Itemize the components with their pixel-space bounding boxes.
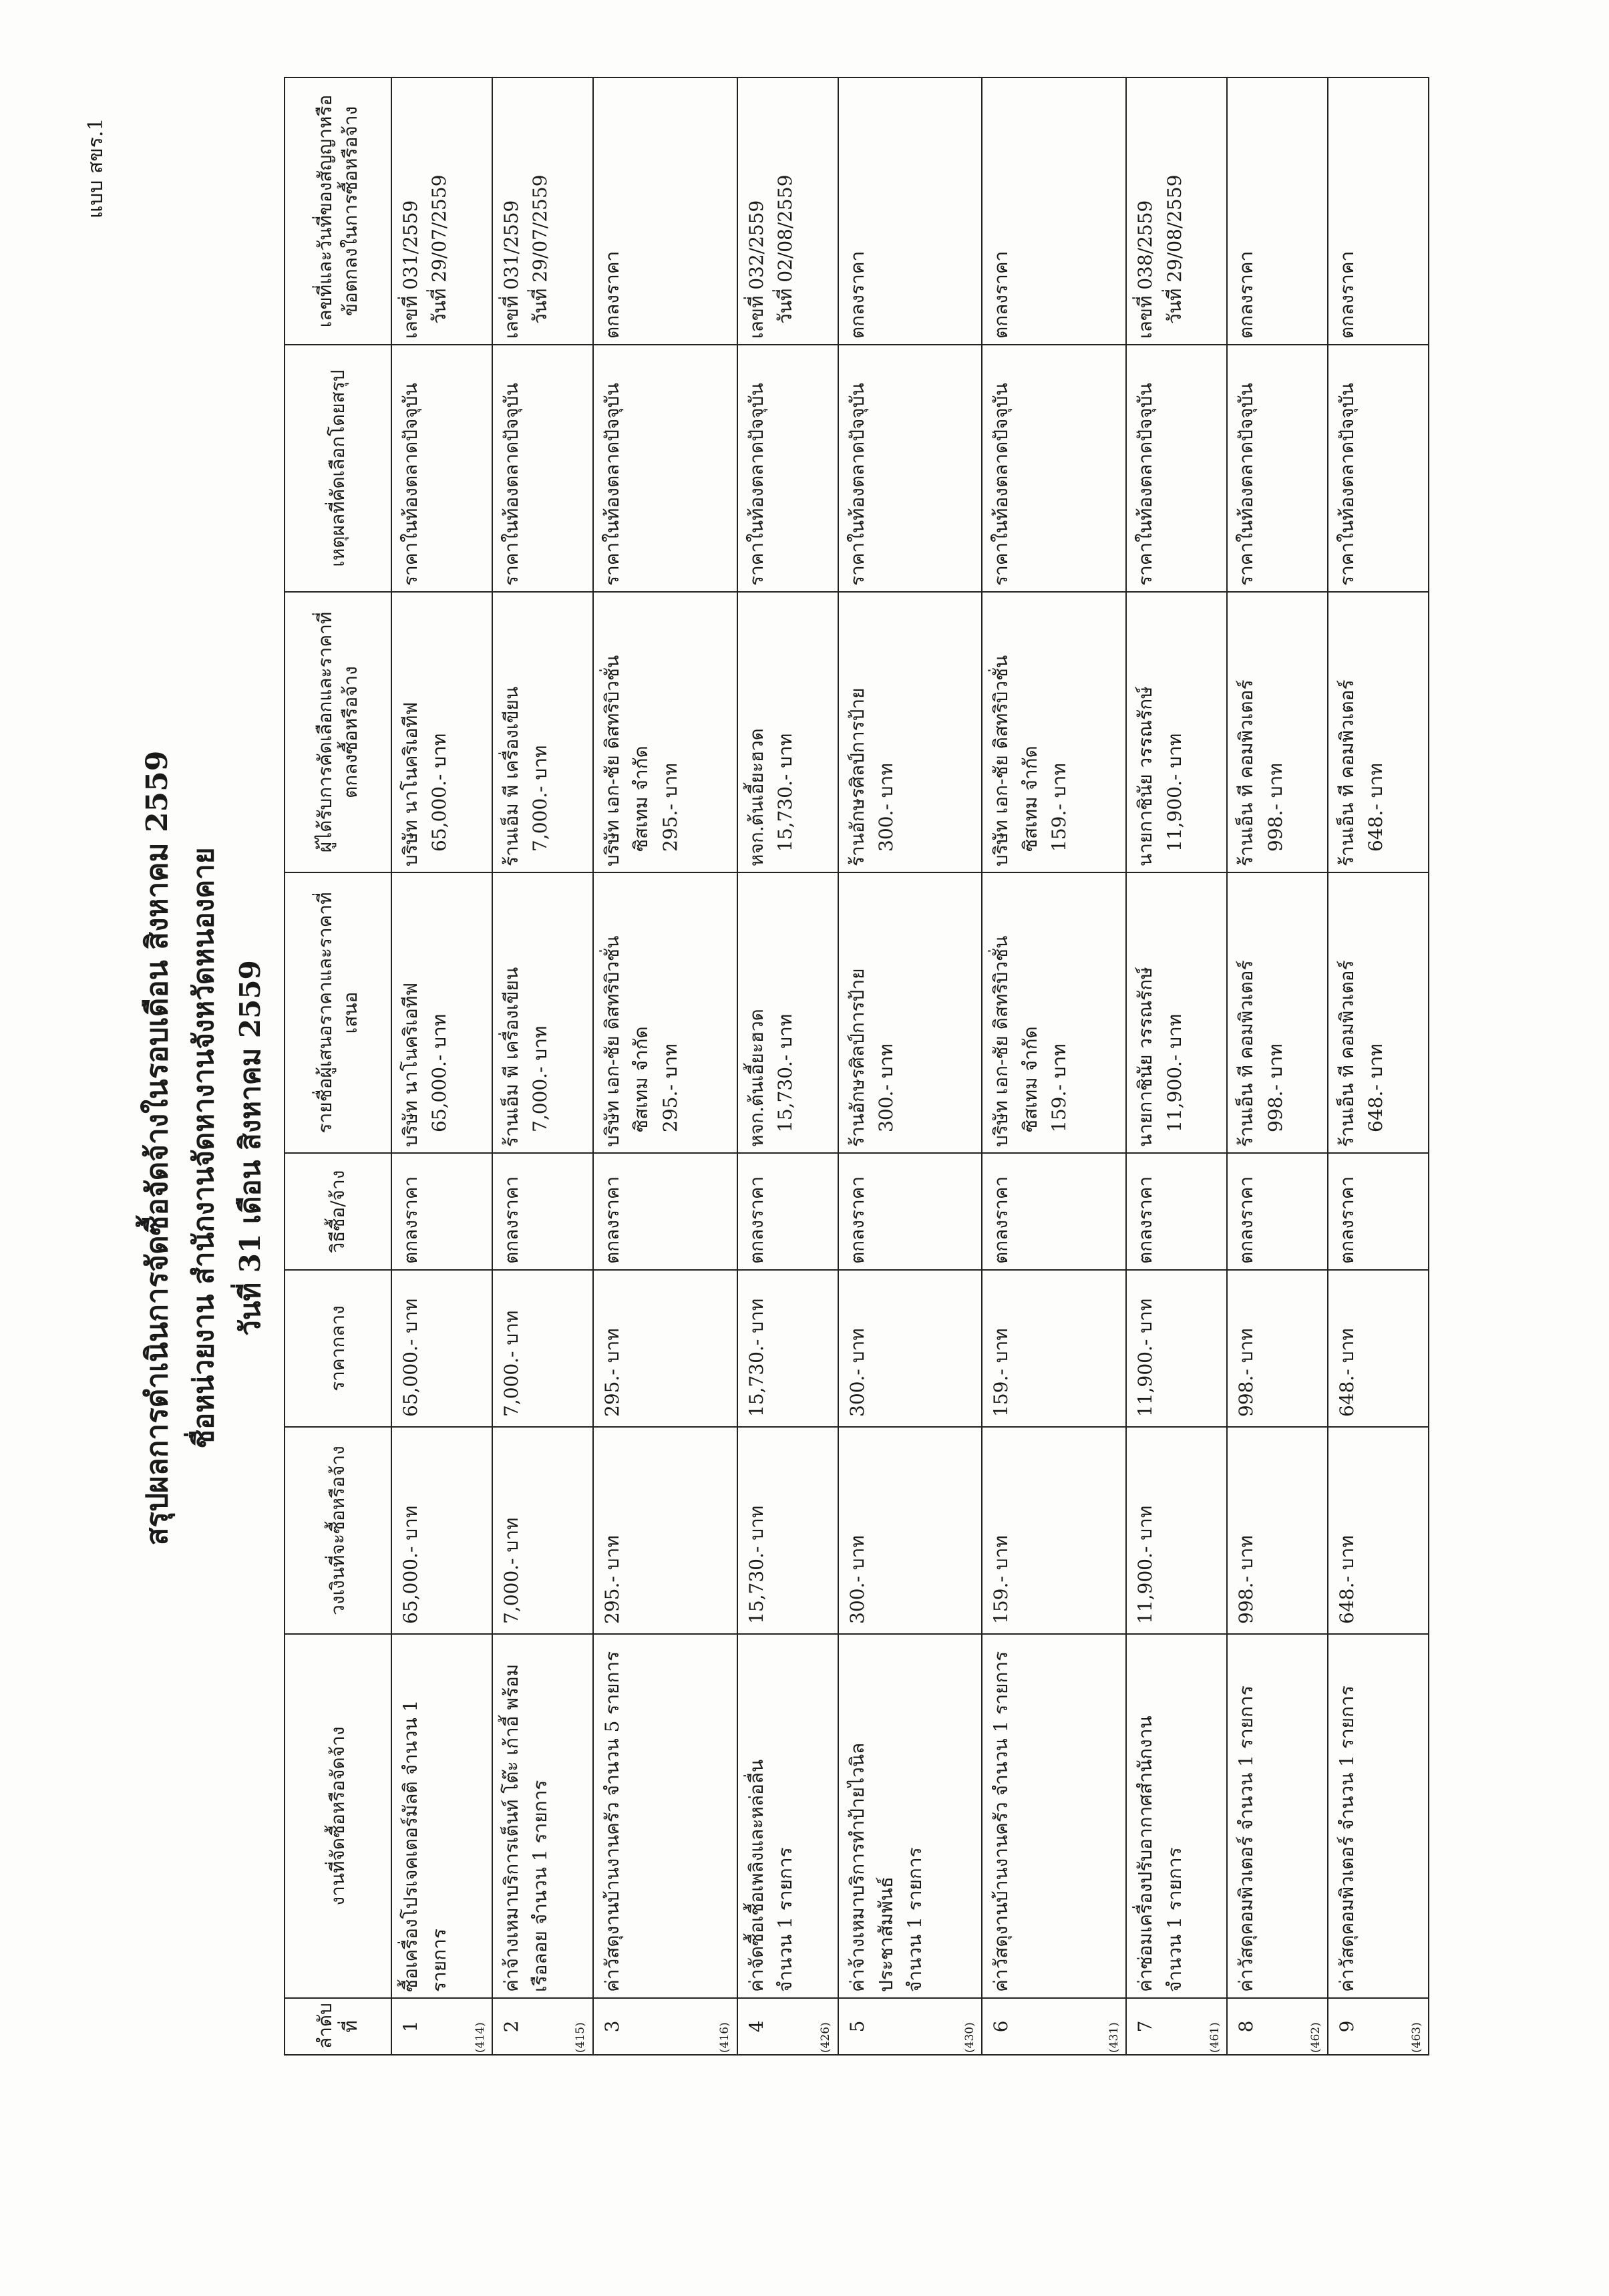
cell-contract: [1328, 77, 1429, 345]
agency-name: ชื่อหน่วยงาน สำนักงานจัดหางานจังหวัดหนองคาย: [187, 847, 220, 1449]
cell-method: [1126, 1153, 1227, 1270]
row-number: 4: [745, 2020, 767, 2033]
table-row: [1227, 77, 1328, 2055]
cell-budget: [737, 1427, 838, 1634]
cell-winner-line: ซิสเทม จำกัด: [1019, 746, 1041, 852]
cell-reason-text: ราคาในท้องตลาดปัจจุบัน: [399, 383, 421, 586]
cell-contract-line: ตกลงราคา: [846, 251, 868, 339]
cell-median-text: 11,900.- บาท: [1134, 1298, 1157, 1417]
cell-bidder-line: 998.- บาท: [1264, 1043, 1286, 1132]
header-bidders: รายชื่อผู้เสนอราคาและราคาที่เสนอ: [285, 872, 391, 1153]
cell-contract-line: เลขที่ 031/2559: [399, 200, 421, 339]
cell-budget: [1227, 1427, 1328, 1634]
cell-winner-line: บริษัท เอก-ชัย ดิสทริบิวชั่น: [600, 655, 623, 866]
cell-contract-line: ตกลงราคา: [1235, 251, 1258, 339]
cell-method-text: ตกลงราคา: [399, 1176, 421, 1264]
cell-reason: [593, 345, 737, 592]
cell-no: [593, 1998, 737, 2055]
table-row: [391, 77, 492, 2055]
cell-winner: [391, 592, 492, 872]
cell-no: [1227, 1998, 1328, 2055]
cell-reason-text: ราคาในท้องตลาดปัจจุบัน: [990, 383, 1013, 586]
cell-bidder: [1126, 872, 1227, 1153]
cell-method-text: ตกลงราคา: [990, 1176, 1013, 1264]
cell-winner-line: ร้านเอ็ม พี เครื่องเขียน: [500, 686, 522, 866]
cell-item: [982, 1634, 1126, 1998]
cell-winner-line: 7,000.- บาท: [529, 745, 552, 852]
cell-contract-line: เลขที่ 038/2559: [1134, 200, 1157, 339]
cell-method-text: ตกลงราคา: [1336, 1176, 1359, 1264]
cell-median: [391, 1270, 492, 1427]
cell-budget-text: 15,730.- บาท: [745, 1505, 767, 1624]
cell-item-line: ซื้อเครื่องโปรเจคเตอร์มัลติ จำนวน 1 รายการ: [399, 1699, 451, 1992]
cell-winner-line: บริษัท เอก-ชัย ดิสทริบิวชั่น: [990, 655, 1013, 866]
cell-reason: [1227, 345, 1328, 592]
cell-winner-line: ร้านเอ็น ที คอมพิวเตอร์: [1336, 679, 1359, 866]
cell-item-line: จำนวน 1 รายการ: [1163, 1847, 1186, 1992]
cell-bidder-line: บริษัท เอก-ชัย ดิสทริบิวชั่น: [990, 935, 1013, 1147]
cell-median-text: 998.- บาท: [1235, 1328, 1258, 1417]
row-reference: (415): [574, 2022, 588, 2053]
cell-winner-line: หจก.ต้นเอี้ยะฮวด: [745, 728, 767, 866]
cell-bidder: [593, 872, 737, 1153]
row-reference: (414): [473, 2022, 487, 2053]
cell-winner-line: ร้านอักษรศิลป์การป้าย: [846, 687, 868, 866]
cell-contract-line: วันที่ 02/08/2559: [774, 174, 797, 324]
row-number: 8: [1235, 2020, 1258, 2033]
table-row: [593, 77, 737, 2055]
cell-no: [492, 1998, 593, 2055]
cell-budget-text: 998.- บาท: [1235, 1535, 1258, 1624]
cell-reason: [492, 345, 593, 592]
cell-reason-text: ราคาในท้องตลาดปัจจุบัน: [600, 383, 623, 586]
cell-method: [593, 1153, 737, 1270]
row-reference: (426): [819, 2022, 833, 2053]
cell-bidder-line: 11,900.- บาท: [1163, 1013, 1186, 1132]
cell-median-text: 648.- บาท: [1336, 1328, 1359, 1417]
cell-no: [1126, 1998, 1227, 2055]
row-number: 9: [1336, 2020, 1359, 2033]
cell-winner: [1328, 592, 1429, 872]
cell-bidder-line: 15,730.- บาท: [774, 1013, 797, 1132]
cell-winner-line: 11,900.- บาท: [1163, 733, 1186, 852]
cell-method: [737, 1153, 838, 1270]
cell-median-text: 7,000.- บาท: [500, 1310, 522, 1417]
cell-median-text: 65,000.- บาท: [399, 1298, 421, 1417]
cell-winner-line: ซิสเทม จำกัด: [630, 746, 653, 852]
cell-budget-text: 300.- บาท: [846, 1535, 868, 1624]
cell-contract-line: ตกลงราคา: [990, 251, 1013, 339]
cell-winner: [737, 592, 838, 872]
cell-contract: [982, 77, 1126, 345]
cell-reason: [838, 345, 982, 592]
cell-budget: [1328, 1427, 1429, 1634]
row-reference: (463): [1409, 2022, 1423, 2053]
row-reference: (461): [1208, 2022, 1222, 2053]
cell-contract: [492, 77, 593, 345]
table-row: [492, 77, 593, 2055]
cell-bidder-line: 7,000.- บาท: [529, 1025, 552, 1132]
cell-no: [838, 1998, 982, 2055]
cell-item-line: ค่าวัสดุคอมพิวเตอร์ จำนวน 1 รายการ: [1235, 1685, 1258, 1992]
cell-reason: [982, 345, 1126, 592]
cell-bidder-line: นายกาชินัย วรรณรักษ์: [1134, 967, 1157, 1147]
cell-method: [1227, 1153, 1328, 1270]
cell-bidder-line: 159.- บาท: [1048, 1043, 1071, 1132]
header-median: ราคากลาง: [285, 1270, 391, 1427]
cell-winner: [982, 592, 1126, 872]
cell-method: [391, 1153, 492, 1270]
cell-bidder-line: 295.- บาท: [659, 1043, 681, 1132]
cell-winner-line: ร้านเอ็น ที คอมพิวเตอร์: [1235, 679, 1258, 866]
report-date: วันที่ 31 เดือน สิงหาคม 2559: [234, 960, 266, 1336]
cell-median: [737, 1270, 838, 1427]
cell-item: [838, 1634, 982, 1998]
cell-contract: [391, 77, 492, 345]
header-no: ลำดับที่: [285, 1998, 391, 2055]
cell-bidder: [737, 872, 838, 1153]
table-row: [982, 77, 1126, 2055]
cell-median: [838, 1270, 982, 1427]
cell-item: [1328, 1634, 1429, 1998]
cell-method-text: ตกลงราคา: [600, 1176, 623, 1264]
cell-winner-line: 300.- บาท: [874, 763, 897, 852]
cell-winner: [492, 592, 593, 872]
cell-median: [492, 1270, 593, 1427]
cell-contract: [1227, 77, 1328, 345]
table-row: [1328, 77, 1429, 2055]
cell-budget-text: 11,900.- บาท: [1134, 1505, 1157, 1624]
cell-contract: [1126, 77, 1227, 345]
cell-budget-text: 295.- บาท: [600, 1535, 623, 1624]
procurement-table: [284, 77, 1429, 2056]
cell-median-text: 300.- บาท: [846, 1328, 868, 1417]
row-number: 2: [500, 2020, 522, 2033]
row-number: 1: [399, 2020, 421, 2033]
cell-reason-text: ราคาในท้องตลาดปัจจุบัน: [745, 383, 767, 586]
cell-median: [1328, 1270, 1429, 1427]
cell-contract: [737, 77, 838, 345]
cell-item-line: ค่าวัสดุคอมพิวเตอร์ จำนวน 1 รายการ: [1336, 1685, 1359, 1992]
cell-contract-line: วันที่ 29/07/2559: [428, 174, 451, 324]
cell-bidder-line: ร้านเอ็น ที คอมพิวเตอร์: [1235, 960, 1258, 1147]
cell-bidder-line: ซิสเทม จำกัด: [630, 1026, 653, 1132]
row-number: 7: [1134, 2020, 1157, 2033]
cell-contract-line: วันที่ 29/07/2559: [529, 174, 552, 324]
cell-method-text: ตกลงราคา: [745, 1176, 767, 1264]
cell-reason-text: ราคาในท้องตลาดปัจจุบัน: [1134, 383, 1157, 586]
cell-winner: [1227, 592, 1328, 872]
cell-winner-line: 159.- บาท: [1048, 763, 1071, 852]
cell-method: [1328, 1153, 1429, 1270]
cell-bidder: [492, 872, 593, 1153]
cell-winner-line: 998.- บาท: [1264, 763, 1286, 852]
cell-bidder-line: หจก.ต้นเอี้ยะฮวด: [745, 1009, 767, 1147]
cell-item: [1126, 1634, 1227, 1998]
cell-item: [1227, 1634, 1328, 1998]
cell-bidder: [838, 872, 982, 1153]
cell-item-line: จำนวน 1 รายการ: [904, 1847, 926, 1992]
cell-item: [593, 1634, 737, 1998]
cell-method: [982, 1153, 1126, 1270]
table-row: [737, 77, 838, 2055]
cell-item: [391, 1634, 492, 1998]
cell-method-text: ตกลงราคา: [1235, 1176, 1258, 1264]
cell-bidder-line: ร้านเอ็น ที คอมพิวเตอร์: [1336, 960, 1359, 1147]
cell-reason: [391, 345, 492, 592]
cell-no: [737, 1998, 838, 2055]
cell-item-line: ค่าจ้างเหมาบริการทำป้ายไวนิลประชาสัมพันธ์: [846, 1742, 897, 1992]
cell-budget: [1126, 1427, 1227, 1634]
cell-item-line: ค่าวัสดุงานบ้านงานครัว จำนวน 1 รายการ: [990, 1651, 1013, 1992]
cell-item-line: ค่าจ้างเหมาบริการเต็นท์ โต๊ะ เก้าอี้ พร้อม: [500, 1663, 522, 1992]
cell-bidder: [1227, 872, 1328, 1153]
cell-item-line: ค่าซ่อมเครื่องปรับอากาศสำนักงาน: [1134, 1715, 1157, 1992]
cell-bidder-line: บริษัท เอก-ชัย ดิสทริบิวชั่น: [600, 935, 623, 1147]
cell-contract-line: ตกลงราคา: [600, 251, 623, 339]
cell-budget: [982, 1427, 1126, 1634]
header-item: งานที่จัดซื้อหรือจัดจ้าง: [285, 1634, 391, 1998]
cell-bidder-line: 65,000.- บาท: [428, 1013, 451, 1132]
cell-winner-line: 295.- บาท: [659, 763, 681, 852]
cell-median: [1227, 1270, 1328, 1427]
cell-method: [492, 1153, 593, 1270]
cell-winner: [593, 592, 737, 872]
form-code: แบบ สขร.1: [84, 118, 108, 218]
cell-budget-text: 648.- บาท: [1336, 1535, 1359, 1624]
cell-item: [492, 1634, 593, 1998]
row-number: 5: [846, 2020, 868, 2033]
table-header-row: [285, 77, 391, 2055]
cell-winner: [838, 592, 982, 872]
cell-contract-line: เลขที่ 032/2559: [745, 200, 767, 339]
cell-no: [982, 1998, 1126, 2055]
cell-reason: [737, 345, 838, 592]
cell-reason-text: ราคาในท้องตลาดปัจจุบัน: [846, 383, 868, 586]
cell-winner-line: 65,000.- บาท: [428, 733, 451, 852]
cell-contract-line: ตกลงราคา: [1336, 251, 1359, 339]
cell-budget: [391, 1427, 492, 1634]
table-row: [838, 77, 982, 2055]
row-reference: (462): [1308, 2022, 1322, 2053]
cell-reason-text: ราคาในท้องตลาดปัจจุบัน: [500, 383, 522, 586]
cell-reason-text: ราคาในท้องตลาดปัจจุบัน: [1336, 383, 1359, 586]
cell-budget-text: 159.- บาท: [990, 1535, 1013, 1624]
report-title: สรุปผลการดำเนินการจัดซื้อจัดจ้างในรอบเดือน สิงหาคม 2559: [140, 750, 174, 1546]
cell-winner-line: บริษัท นาโนคริเอทีฟ: [399, 701, 421, 866]
cell-bidder-line: ร้านอักษรศิลป์การป้าย: [846, 968, 868, 1147]
cell-median-text: 15,730.- บาท: [745, 1298, 767, 1417]
cell-budget: [838, 1427, 982, 1634]
row-reference: (431): [1107, 2022, 1121, 2053]
cell-contract: [593, 77, 737, 345]
cell-median-text: 159.- บาท: [990, 1328, 1013, 1417]
cell-budget-text: 7,000.- บาท: [500, 1517, 522, 1624]
cell-contract: [838, 77, 982, 345]
cell-budget-text: 65,000.- บาท: [399, 1505, 421, 1624]
cell-method-text: ตกลงราคา: [500, 1176, 522, 1264]
cell-contract-line: เลขที่ 031/2559: [500, 200, 522, 339]
cell-bidder: [391, 872, 492, 1153]
cell-bidder-line: ร้านเอ็ม พี เครื่องเขียน: [500, 967, 522, 1147]
row-number: 3: [600, 2020, 623, 2033]
cell-item: [737, 1634, 838, 1998]
cell-bidder: [982, 872, 1126, 1153]
cell-winner: [1126, 592, 1227, 872]
row-reference: (430): [963, 2022, 977, 2053]
cell-method: [838, 1153, 982, 1270]
cell-item-line: เรือลอย จำนวน 1 รายการ: [529, 1780, 552, 1992]
cell-winner-line: 648.- บาท: [1365, 763, 1387, 852]
cell-median: [982, 1270, 1126, 1427]
cell-bidder-line: 648.- บาท: [1365, 1043, 1387, 1132]
cell-winner-line: 15,730.- บาท: [774, 733, 797, 852]
cell-bidder-line: 300.- บาท: [874, 1043, 897, 1132]
cell-bidder-line: บริษัท นาโนคริเอทีฟ: [399, 982, 421, 1147]
cell-median-text: 295.- บาท: [600, 1328, 623, 1417]
header-budget: วงเงินที่จะซื้อหรือจ้าง: [285, 1427, 391, 1634]
cell-median: [593, 1270, 737, 1427]
cell-item-line: จำนวน 1 รายการ: [774, 1847, 797, 1992]
header-reason: เหตุผลที่คัดเลือกโดยสรุป: [285, 345, 391, 592]
cell-bidder-line: ซิสเทม จำกัด: [1019, 1026, 1041, 1132]
cell-bidder: [1328, 872, 1429, 1153]
cell-item-line: ค่าวัสดุงานบ้านงานครัว จำนวน 5 รายการ: [600, 1651, 623, 1992]
cell-budget: [593, 1427, 737, 1634]
cell-no: [391, 1998, 492, 2055]
row-number: 6: [990, 2020, 1013, 2033]
cell-method-text: ตกลงราคา: [1134, 1176, 1157, 1264]
header-method: วิธีซื้อ/จ้าง: [285, 1153, 391, 1270]
cell-reason-text: ราคาในท้องตลาดปัจจุบัน: [1235, 383, 1258, 586]
cell-no: [1328, 1998, 1429, 2055]
cell-item-line: ค่าจัดซื้อเชื้อเพลิงและหล่อลื่น: [745, 1759, 767, 1992]
cell-method-text: ตกลงราคา: [846, 1176, 868, 1264]
cell-median: [1126, 1270, 1227, 1427]
table-row: [1126, 77, 1227, 2055]
row-reference: (416): [718, 2022, 732, 2053]
header-contract: เลขที่และวันที่ของสัญญาหรือข้อตกลงในการซื้อหรือจ้าง: [285, 77, 391, 345]
header-winner: ผู้ได้รับการคัดเลือกและราคาที่ตกลงซื้อหรือจ้าง: [285, 592, 391, 872]
cell-winner-line: นายกาชินัย วรรณรักษ์: [1134, 686, 1157, 866]
cell-contract-line: วันที่ 29/08/2559: [1163, 174, 1186, 324]
cell-budget: [492, 1427, 593, 1634]
cell-reason: [1126, 345, 1227, 592]
cell-reason: [1328, 345, 1429, 592]
